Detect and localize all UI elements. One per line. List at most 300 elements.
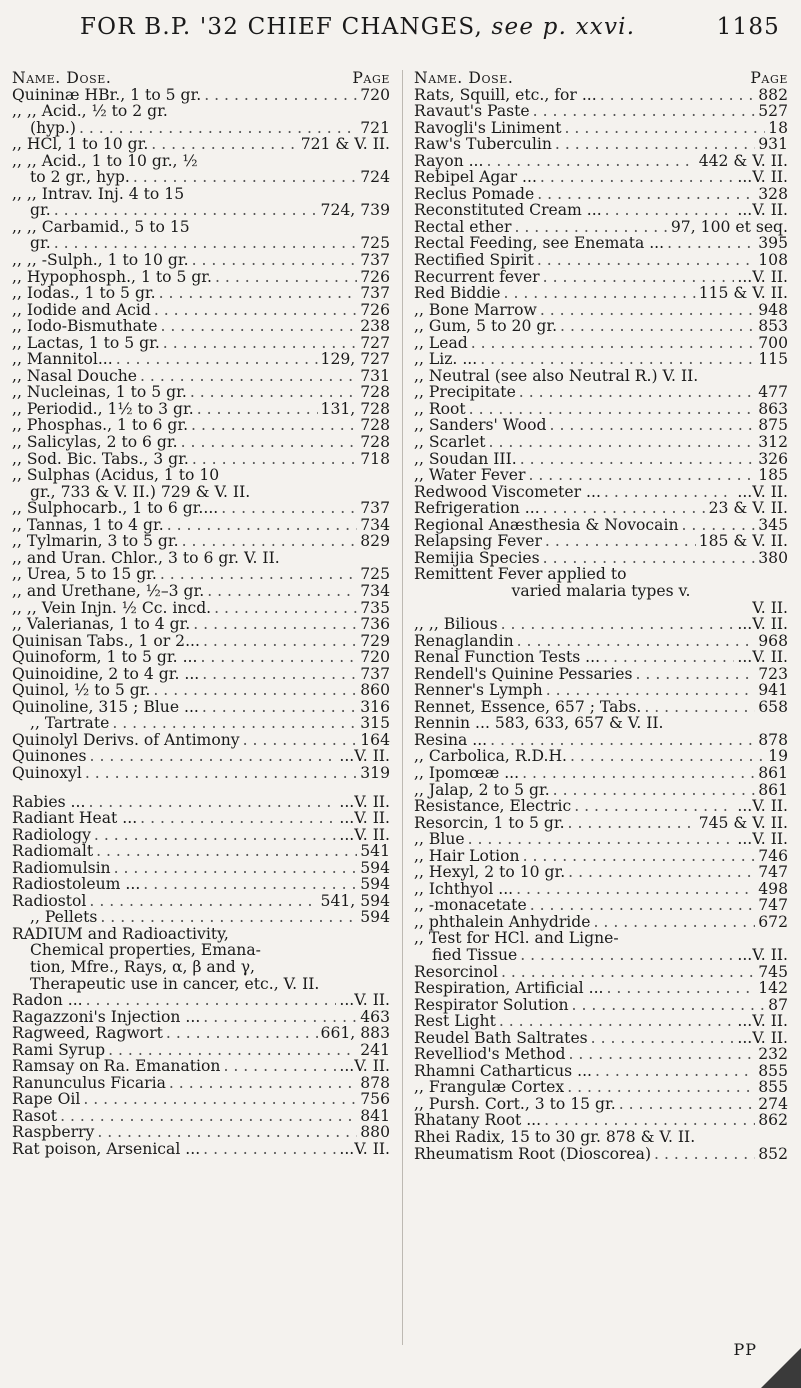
entry-name: ,, Carbolica, R.D.H. bbox=[414, 747, 567, 766]
entry-name: Rheumatism Root (Dioscorea) bbox=[414, 1144, 652, 1163]
index-entry bbox=[414, 649, 788, 666]
dot-leader bbox=[486, 153, 695, 170]
index-entry bbox=[414, 269, 788, 286]
dot-leader bbox=[519, 384, 755, 401]
dot-leader bbox=[468, 831, 735, 848]
entry-name: Radiomulsin bbox=[12, 858, 111, 877]
dot-leader bbox=[530, 897, 756, 914]
dot-leader bbox=[471, 335, 756, 352]
entry-name: ,, Nucleinas, 1 to 5 gr. bbox=[12, 383, 187, 402]
column-heading bbox=[414, 70, 788, 87]
entry-name: Quinones bbox=[12, 747, 87, 766]
dot-leader bbox=[193, 616, 357, 633]
entry-name: ,, Neutral (see also Neutral R.) V. II. bbox=[414, 366, 699, 385]
entry-page: 737 bbox=[360, 664, 390, 683]
dot-leader bbox=[200, 649, 357, 666]
entry-name: Renal Function Tests ... bbox=[414, 648, 601, 667]
index-entry bbox=[414, 583, 788, 600]
entry-name: ,, Test for HCl. and Ligne- bbox=[414, 929, 619, 948]
entry-name: ,, Sanders' Wood bbox=[414, 416, 547, 435]
entry-name: Resistance, Electric bbox=[414, 797, 572, 816]
entry-name: Radon ... bbox=[12, 991, 83, 1010]
dot-leader bbox=[54, 235, 358, 252]
index-entry bbox=[414, 368, 788, 385]
index-entry bbox=[12, 136, 390, 153]
entry-name: Rebipel Agar ... bbox=[414, 168, 537, 187]
index-entry bbox=[12, 302, 390, 319]
index-entry bbox=[12, 909, 390, 926]
index-entry bbox=[414, 600, 788, 617]
entry-name: Red Biddie bbox=[414, 284, 501, 303]
entry-page: 541 bbox=[360, 842, 390, 861]
entry-name: Quininæ HBr., 1 to 5 gr. bbox=[12, 85, 202, 104]
entry-page: 861 bbox=[758, 763, 788, 782]
entry-page: ...V. II. bbox=[737, 1028, 788, 1047]
entry-name: ,, Water Fever bbox=[414, 466, 526, 485]
dot-leader bbox=[528, 467, 755, 484]
entry-name: Quinisan Tabs., 1 or 2... bbox=[12, 631, 200, 650]
entry-page: 860 bbox=[360, 681, 390, 700]
entry-name: Quinoxyl bbox=[12, 763, 82, 782]
index-entry bbox=[12, 649, 390, 666]
dot-leader bbox=[489, 434, 756, 451]
index-entry bbox=[12, 1091, 390, 1108]
entry-name: ,, phthalein Anhydride bbox=[414, 912, 591, 931]
dot-leader bbox=[215, 269, 357, 286]
entry-page: ...V. II. bbox=[339, 991, 390, 1010]
entry-name: Radiostoleum ... bbox=[12, 875, 141, 894]
entry-page: ...V. II. bbox=[737, 201, 788, 220]
dot-leader bbox=[537, 186, 755, 203]
entry-name: ,, Bone Marrow bbox=[414, 300, 537, 319]
entry-page: 463 bbox=[360, 1007, 390, 1026]
entry-page: 862 bbox=[758, 1111, 788, 1130]
entry-name: Quinol, ½ to 5 gr. bbox=[12, 681, 151, 700]
index-entry bbox=[414, 666, 788, 683]
dot-leader bbox=[520, 947, 734, 964]
entry-name: (hyp.) bbox=[30, 118, 76, 137]
dot-leader bbox=[202, 699, 357, 716]
dot-leader bbox=[140, 368, 357, 385]
dot-leader bbox=[504, 285, 696, 302]
index-entry bbox=[414, 1146, 788, 1163]
signature-mark: PP bbox=[733, 1340, 757, 1359]
entry-page: 756 bbox=[360, 1090, 390, 1109]
entry-page: 745 & V. II. bbox=[698, 813, 788, 832]
dot-leader bbox=[603, 649, 734, 666]
entry-name: Remijia Species bbox=[414, 548, 540, 567]
index-entry bbox=[414, 1063, 788, 1080]
dot-leader bbox=[167, 517, 358, 534]
dot-leader bbox=[221, 500, 357, 517]
entry-name: Regional Anæsthesia & Novocain bbox=[414, 515, 679, 534]
dot-leader bbox=[160, 566, 357, 583]
index-entry bbox=[414, 848, 788, 865]
index-entry bbox=[414, 633, 788, 650]
entry-page: ...V. II. bbox=[737, 168, 788, 187]
dot-leader bbox=[223, 1058, 336, 1075]
dot-leader bbox=[54, 202, 318, 219]
entry-page: 724 bbox=[360, 168, 390, 187]
index-entry bbox=[12, 666, 390, 683]
entry-page: 829 bbox=[360, 532, 390, 551]
index-entry bbox=[414, 1013, 788, 1030]
entry-page: 737 bbox=[360, 499, 390, 518]
dot-leader bbox=[607, 980, 756, 997]
entry-page: 672 bbox=[758, 912, 788, 931]
entry-name: Rat poison, Arsenical ... bbox=[12, 1140, 201, 1158]
index-entry bbox=[12, 500, 390, 517]
entry-name: Ragweed, Ragwort bbox=[12, 1024, 163, 1043]
section-gap bbox=[12, 782, 390, 794]
page-heading: Page bbox=[750, 69, 788, 87]
index-entry bbox=[414, 550, 788, 567]
dot-leader bbox=[546, 682, 756, 699]
index-entry bbox=[12, 583, 390, 600]
index-entry bbox=[414, 964, 788, 981]
entry-page: 720 bbox=[360, 648, 390, 667]
index-entry bbox=[12, 566, 390, 583]
column-divider bbox=[402, 70, 403, 1345]
entry-name: Rape Oil bbox=[12, 1090, 81, 1109]
entry-page: 948 bbox=[758, 300, 788, 319]
entry-name: ,, Tylmarin, 3 to 5 gr. bbox=[12, 532, 179, 551]
index-entry bbox=[12, 451, 390, 468]
index-entry bbox=[12, 252, 390, 269]
index-entry bbox=[414, 533, 788, 550]
entry-page: 115 & V. II. bbox=[698, 284, 788, 303]
index-entry bbox=[414, 616, 788, 633]
index-entry bbox=[414, 930, 788, 947]
entry-page: 18 bbox=[768, 118, 788, 137]
entry-page: 594 bbox=[360, 908, 390, 927]
index-entry bbox=[12, 1025, 390, 1042]
entry-name: gr. bbox=[30, 234, 51, 253]
dot-leader bbox=[197, 401, 318, 418]
dot-leader bbox=[543, 550, 756, 567]
dot-leader bbox=[543, 269, 735, 286]
index-entry bbox=[414, 500, 788, 517]
index-entry bbox=[12, 732, 390, 749]
entry-page: 726 bbox=[360, 300, 390, 319]
entry-page: 736 bbox=[360, 615, 390, 634]
entry-name: Quinoline, 315 ; Blue ... bbox=[12, 697, 199, 716]
index-entry bbox=[12, 699, 390, 716]
dot-leader bbox=[553, 782, 756, 799]
index-entry bbox=[12, 484, 390, 501]
entry-name: Reclus Pomade bbox=[414, 184, 535, 203]
entry-page: 319 bbox=[360, 763, 390, 782]
index-entry bbox=[12, 794, 390, 811]
entry-page: 731 bbox=[360, 366, 390, 385]
entry-name: Relapsing Fever bbox=[414, 532, 542, 551]
entry-name: ,, -monacetate bbox=[414, 896, 527, 915]
entry-name: Radiology bbox=[12, 825, 91, 844]
entry-name: ,, Scarlet bbox=[414, 433, 486, 452]
dot-leader bbox=[243, 732, 358, 749]
entry-page: 720 bbox=[360, 85, 390, 104]
entry-name: ,, Hypophosph., 1 to 5 gr. bbox=[12, 267, 213, 286]
index-entry bbox=[414, 467, 788, 484]
index-entry bbox=[414, 831, 788, 848]
entry-page: ...V. II. bbox=[737, 945, 788, 964]
dot-leader bbox=[644, 699, 755, 716]
entry-page: 728 bbox=[360, 433, 390, 452]
index-entry bbox=[12, 87, 390, 104]
dot-leader bbox=[203, 633, 357, 650]
dot-leader bbox=[140, 810, 336, 827]
entry-name: Resorcin, 1 to 5 gr. bbox=[414, 813, 565, 832]
dot-leader bbox=[207, 583, 357, 600]
dot-leader bbox=[86, 992, 337, 1009]
entry-name: ,, Lead bbox=[414, 333, 468, 352]
entry-name: varied malaria types v. bbox=[511, 581, 691, 600]
index-entry bbox=[414, 252, 788, 269]
index-entry bbox=[12, 860, 390, 877]
dot-leader bbox=[151, 136, 297, 153]
index-entry bbox=[414, 434, 788, 451]
index-entry bbox=[12, 120, 390, 137]
dot-leader bbox=[114, 860, 358, 877]
entry-page: 735 bbox=[360, 598, 390, 617]
entry-name: ,, Root bbox=[414, 399, 466, 418]
index-entry bbox=[12, 748, 390, 765]
entry-page: ...V. II. bbox=[339, 747, 390, 766]
entry-name: to 2 gr., hyp. bbox=[30, 168, 130, 187]
index-entry bbox=[12, 876, 390, 893]
index-entry bbox=[12, 153, 390, 170]
dot-leader bbox=[591, 1030, 735, 1047]
dot-leader bbox=[570, 748, 765, 765]
entry-page: 931 bbox=[758, 135, 788, 154]
dot-leader bbox=[97, 1124, 357, 1141]
entry-name: gr., 733 & V. II.) 729 & V. II. bbox=[30, 482, 251, 501]
index-entry bbox=[414, 451, 788, 468]
entry-page: 442 & V. II. bbox=[698, 151, 788, 170]
dot-leader bbox=[568, 815, 696, 832]
index-entry bbox=[414, 997, 788, 1014]
right-entries bbox=[414, 87, 788, 1163]
entry-name: Radiostol bbox=[12, 891, 87, 910]
dot-leader bbox=[469, 401, 756, 418]
dot-leader bbox=[60, 1108, 357, 1125]
entry-page: 728 bbox=[360, 383, 390, 402]
entry-page: 880 bbox=[360, 1123, 390, 1142]
entry-page: 238 bbox=[360, 317, 390, 336]
index-entry bbox=[414, 153, 788, 170]
index-entry bbox=[12, 893, 390, 910]
dot-leader bbox=[568, 864, 755, 881]
index-entry bbox=[414, 1079, 788, 1096]
entry-page: 115 bbox=[758, 350, 788, 369]
entry-page: 345 bbox=[758, 515, 788, 534]
entry-name: Quinolyl Derivs. of Antimony bbox=[12, 730, 240, 749]
entry-name: Remittent Fever applied to bbox=[414, 565, 627, 584]
entry-name: ,, Nasal Douche bbox=[12, 366, 137, 385]
index-entry bbox=[414, 732, 788, 749]
index-entry bbox=[414, 517, 788, 534]
index-entry bbox=[12, 269, 390, 286]
entry-name: RADIUM and Radioactivity, bbox=[12, 924, 229, 943]
index-entry bbox=[12, 401, 390, 418]
entry-page: 312 bbox=[758, 433, 788, 452]
index-entry bbox=[414, 914, 788, 931]
dot-leader bbox=[619, 1096, 756, 1113]
index-entry bbox=[414, 219, 788, 236]
index-entry bbox=[414, 384, 788, 401]
entry-page: 747 bbox=[758, 863, 788, 882]
left-entries bbox=[12, 87, 390, 1158]
index-entry bbox=[12, 285, 390, 302]
entry-page: 852 bbox=[758, 1144, 788, 1163]
entry-name: ,, Blue bbox=[414, 830, 465, 849]
dot-leader bbox=[565, 120, 766, 137]
entry-name: Quinoform, 1 to 5 gr. ... bbox=[12, 648, 198, 667]
entry-page: 728 bbox=[360, 416, 390, 435]
index-entry bbox=[12, 351, 390, 368]
dot-leader bbox=[550, 417, 756, 434]
index-entry bbox=[12, 103, 390, 120]
entry-page: ...V. II. bbox=[737, 1012, 788, 1031]
entry-page: ...V. II. bbox=[339, 1140, 390, 1158]
entry-name: Rasot bbox=[12, 1106, 58, 1125]
entry-name: ,, Lactas, 1 to 5 gr. bbox=[12, 333, 160, 352]
entry-name: Ravogli's Liniment bbox=[414, 118, 562, 137]
index-entry bbox=[12, 318, 390, 335]
entry-page: 326 bbox=[758, 449, 788, 468]
entry-name: Renaglandin bbox=[414, 631, 514, 650]
entry-name: Reconstituted Cream ... bbox=[414, 201, 602, 220]
index-entry bbox=[414, 782, 788, 799]
column-heading bbox=[12, 70, 390, 87]
entry-name: Rats, Squill, etc., for ... bbox=[414, 85, 597, 104]
dot-leader bbox=[85, 765, 357, 782]
dot-leader bbox=[594, 914, 756, 931]
entry-name: ,, Tannas, 1 to 4 gr. bbox=[12, 515, 164, 534]
dot-leader bbox=[88, 794, 336, 811]
index-entry bbox=[12, 682, 390, 699]
dot-leader bbox=[517, 633, 756, 650]
dot-leader bbox=[96, 843, 357, 860]
entry-name: Ragazzoni's Injection ... bbox=[12, 1007, 201, 1026]
entry-page: 87 bbox=[768, 995, 788, 1014]
dot-leader bbox=[94, 827, 336, 844]
header-see-ref: see p. xxvi. bbox=[491, 14, 636, 40]
index-entry bbox=[414, 864, 788, 881]
entry-name: Rhamni Catharticus ... bbox=[414, 1061, 593, 1080]
entry-page: 129, 727 bbox=[320, 350, 390, 369]
dot-leader bbox=[604, 484, 734, 501]
entry-page: 19 bbox=[768, 747, 788, 766]
dot-leader bbox=[190, 384, 357, 401]
entry-page: 726 bbox=[360, 267, 390, 286]
entry-name: ,, Tartrate bbox=[30, 714, 110, 733]
dot-leader bbox=[181, 434, 358, 451]
entry-name: Resorcinol bbox=[414, 962, 498, 981]
dot-leader bbox=[523, 848, 756, 865]
entry-page: 527 bbox=[758, 102, 788, 121]
entry-page: ...V. II. bbox=[339, 825, 390, 844]
index-entry bbox=[12, 169, 390, 186]
entry-page: ...V. II. bbox=[737, 482, 788, 501]
entry-name: ,, Valerianas, 1 to 4 gr. bbox=[12, 615, 191, 634]
entry-page: 734 bbox=[360, 515, 390, 534]
dot-leader bbox=[203, 1141, 336, 1158]
dot-leader bbox=[133, 169, 357, 186]
index-entry bbox=[414, 1030, 788, 1047]
index-entry bbox=[12, 186, 390, 203]
index-entry bbox=[414, 120, 788, 137]
entry-page: 746 bbox=[758, 846, 788, 865]
entry-name: Rectal ether bbox=[414, 217, 512, 236]
index-entry bbox=[414, 980, 788, 997]
dot-leader bbox=[543, 500, 706, 517]
entry-page: 723 bbox=[758, 664, 788, 683]
entry-page: 131, 728 bbox=[320, 399, 390, 418]
entry-page: 855 bbox=[758, 1061, 788, 1080]
index-entry bbox=[414, 202, 788, 219]
entry-name: ,, Pellets bbox=[30, 908, 98, 927]
index-entry bbox=[12, 467, 390, 484]
entry-page: ...V. II. bbox=[737, 615, 788, 634]
index-entry bbox=[414, 87, 788, 104]
dot-leader bbox=[100, 909, 357, 926]
index-entry bbox=[414, 1096, 788, 1113]
dot-leader bbox=[520, 451, 756, 468]
index-entry bbox=[12, 959, 390, 976]
entry-page: 841 bbox=[360, 1106, 390, 1125]
entry-name: Radiant Heat ... bbox=[12, 809, 138, 828]
right-column bbox=[414, 70, 788, 1162]
entry-page: 700 bbox=[758, 333, 788, 352]
index-entry bbox=[414, 715, 788, 732]
dot-leader bbox=[203, 1009, 357, 1026]
index-entry bbox=[12, 765, 390, 782]
entry-name: Ramsay on Ra. Emanation bbox=[12, 1057, 221, 1076]
index-entry bbox=[414, 897, 788, 914]
dot-leader bbox=[499, 1013, 735, 1030]
dot-leader bbox=[214, 600, 357, 617]
entry-name: Rennet, Essence, 657 ; Tabs. bbox=[414, 697, 642, 716]
entry-name: Rectal Feeding, see Enemata ... bbox=[414, 234, 665, 253]
entry-name: ,, Hair Lotion bbox=[414, 846, 520, 865]
index-entry bbox=[12, 1075, 390, 1092]
dot-leader bbox=[160, 318, 357, 335]
dot-leader bbox=[501, 616, 735, 633]
entry-page: ...V. II. bbox=[737, 830, 788, 849]
entry-name: ,, ,, Acid., 1 to 10 gr., ½ bbox=[12, 151, 198, 170]
index-entry bbox=[414, 285, 788, 302]
entry-page: 658 bbox=[758, 697, 788, 716]
entry-page: 727 bbox=[360, 333, 390, 352]
entry-name: Rami Syrup bbox=[12, 1040, 106, 1059]
index-entry bbox=[414, 401, 788, 418]
dot-leader bbox=[112, 715, 357, 732]
entry-name: ,, Precipitate bbox=[414, 383, 516, 402]
entry-name: Rhei Radix, 15 to 30 gr. 878 & V. II. bbox=[414, 1128, 696, 1146]
entry-name: ,, and Urethane, ½–3 gr. bbox=[12, 581, 205, 600]
entry-name: ,, Liz. ... bbox=[414, 350, 478, 369]
entry-page: 316 bbox=[360, 697, 390, 716]
entry-page: 968 bbox=[758, 631, 788, 650]
dot-leader bbox=[667, 235, 755, 252]
running-header bbox=[80, 14, 780, 40]
entry-page: 274 bbox=[758, 1094, 788, 1113]
dot-leader bbox=[192, 252, 358, 269]
dot-leader bbox=[480, 351, 755, 368]
index-entry bbox=[414, 169, 788, 186]
dot-leader bbox=[83, 1091, 357, 1108]
